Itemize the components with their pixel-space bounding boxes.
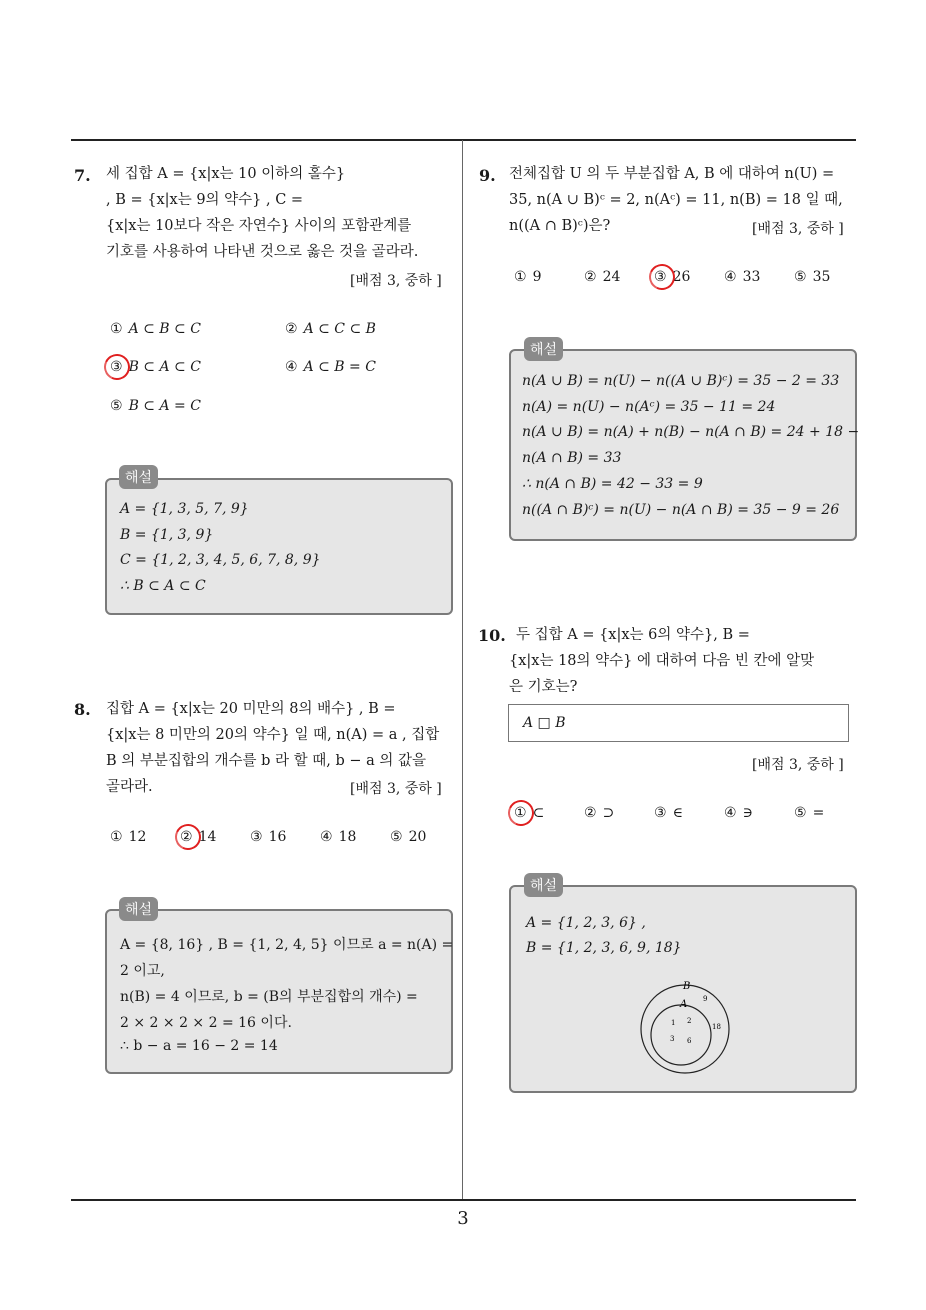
- venn-inner-circle: [651, 1005, 711, 1065]
- question-number: 9.: [479, 166, 496, 185]
- choice-2[interactable]: ② ⊃: [584, 805, 615, 821]
- bottom-rule: [71, 1199, 856, 1201]
- fill-in-expression: A □ B: [523, 715, 566, 731]
- column-divider: [462, 140, 463, 1200]
- score-label: [배점 3, 중하 ]: [752, 221, 844, 237]
- answer-circle-mark: [171, 820, 204, 853]
- choice-4[interactable]: ④ 18: [320, 829, 357, 845]
- choice-1[interactable]: ① A ⊂ B ⊂ C: [110, 321, 201, 337]
- score-label: [배점 3, 중하 ]: [752, 757, 844, 773]
- question-line: 은 기호는?: [509, 679, 578, 695]
- choice-4[interactable]: ④ 33: [724, 269, 761, 285]
- choice-3[interactable]: ③ 16: [250, 829, 287, 845]
- question-number: 8.: [74, 700, 91, 719]
- question-text: [509, 622, 859, 700]
- solution-line: A = {1, 2, 3, 6} ,: [526, 915, 646, 931]
- question-line: 전체집합 U 의 두 부분집합 A, B 에 대하여 n(U) =: [509, 166, 835, 182]
- question-line: 집합 A = {x|x는 20 미만의 8의 배수} , B =: [106, 701, 396, 717]
- solution-line: C = {1, 2, 3, 4, 5, 6, 7, 8, 9}: [120, 552, 321, 568]
- solution-line: n(A ∪ B) = n(A) + n(B) − n(A ∩ B) = 24 + 18 −: [522, 424, 860, 440]
- solution-tag: 해설: [119, 465, 158, 489]
- choice-2[interactable]: ② 14: [180, 829, 217, 845]
- venn-value: 2: [687, 1017, 692, 1025]
- solution-line: A = {8, 16} , B = {1, 2, 4, 5} 이므로 a = n(A) =: [120, 937, 454, 953]
- question-text: [106, 161, 454, 265]
- choice-3[interactable]: ③ ∈: [654, 805, 683, 821]
- choice-4[interactable]: ④ ∋: [724, 805, 753, 821]
- choice-2[interactable]: ② A ⊂ C ⊂ B: [285, 321, 376, 337]
- answer-circle-mark: [504, 796, 537, 829]
- solution-line: n((A ∩ B)ᶜ) = n(U) − n(A ∩ B) = 35 − 9 = 26: [522, 502, 840, 518]
- solution-box: [509, 885, 857, 1093]
- solution-line: 2 × 2 × 2 × 2 = 16 이다.: [120, 1015, 292, 1031]
- solution-line: n(A) = n(U) − n(Aᶜ) = 35 − 11 = 24: [522, 399, 776, 415]
- solution-box: [509, 349, 860, 541]
- venn-value: 9: [703, 995, 708, 1003]
- solution-tag: 해설: [119, 897, 158, 921]
- venn-value: 3: [670, 1035, 675, 1043]
- score-label: [배점 3, 중하 ]: [350, 781, 442, 797]
- question-number: 10.: [478, 626, 506, 645]
- venn-value: 6: [687, 1037, 692, 1045]
- venn-diagram: [637, 977, 737, 1077]
- question-line: {x|x는 8 미만의 20의 약수} 일 때, n(A) = a , 집합: [106, 727, 440, 743]
- question-number: 7.: [74, 166, 91, 185]
- solution-line: ∴ n(A ∩ B) = 42 − 33 = 9: [522, 476, 703, 492]
- solution-line: 2 이고,: [120, 963, 165, 979]
- choice-1[interactable]: ① 12: [110, 829, 147, 845]
- solution-line: ∴ B ⊂ A ⊂ C: [120, 578, 206, 594]
- fill-in-box: [508, 704, 849, 742]
- choice-1[interactable]: ① 9: [514, 269, 542, 285]
- question-line: 세 집합 A = {x|x는 10 이하의 홀수}: [106, 166, 346, 182]
- question-line: {x|x는 18의 약수} 에 대하여 다음 빈 칸에 알맞: [509, 653, 815, 669]
- solution-line: n(B) = 4 이므로, b = (B의 부분집합의 개수) =: [120, 989, 418, 1005]
- solution-tag: 해설: [524, 873, 563, 897]
- answer-circle-mark: [100, 350, 133, 383]
- solution-box: [105, 478, 453, 615]
- venn-value: 18: [712, 1023, 721, 1031]
- venn-value: 1: [671, 1019, 676, 1027]
- question-line: 기호를 사용하여 나타낸 것으로 옳은 것을 골라라.: [106, 244, 419, 260]
- solution-line: ∴ b − a = 16 − 2 = 14: [120, 1038, 278, 1054]
- question-line: , B = {x|x는 9의 약수} , C =: [106, 192, 304, 208]
- top-rule: [71, 139, 856, 141]
- choice-4[interactable]: ④ A ⊂ B = C: [285, 359, 376, 375]
- venn-outer-label: B: [683, 981, 691, 992]
- venn-inner-label: A: [680, 999, 688, 1010]
- solution-line: B = {1, 3, 9}: [120, 527, 214, 543]
- question-line: n((A ∩ B)ᶜ)은?: [509, 218, 611, 234]
- question-line: 골라라.: [106, 779, 153, 795]
- question-line: {x|x는 10보다 작은 자연수} 사이의 포함관계를: [106, 218, 412, 234]
- question-line: 두 집합 A = {x|x는 6의 약수}, B =: [516, 627, 750, 643]
- question-line: B 의 부분집합의 개수를 b 라 할 때, b − a 의 값을: [106, 753, 427, 769]
- page-number: 3: [457, 1208, 469, 1229]
- choice-3[interactable]: ③ B ⊂ A ⊂ C: [110, 359, 201, 375]
- question-line: 35, n(A ∪ B)ᶜ = 2, n(Aᶜ) = 11, n(B) = 18 일 때,: [509, 192, 843, 208]
- choice-2[interactable]: ② 24: [584, 269, 621, 285]
- solution-line: B = {1, 2, 3, 6, 9, 18}: [526, 940, 682, 956]
- choice-3[interactable]: ③ 26: [654, 269, 691, 285]
- choice-5[interactable]: ⑤ 20: [390, 829, 427, 845]
- solution-line: n(A ∩ B) = 33: [522, 450, 622, 466]
- solution-line: A = {1, 3, 5, 7, 9}: [120, 501, 249, 517]
- choice-5[interactable]: ⑤ 35: [794, 269, 831, 285]
- answer-circle-mark: [645, 260, 678, 293]
- score-label: [배점 3, 중하 ]: [350, 273, 442, 289]
- choice-5[interactable]: ⑤ B ⊂ A = C: [110, 398, 201, 414]
- solution-box: [105, 909, 453, 1074]
- solution-tag: 해설: [524, 337, 563, 361]
- choice-1[interactable]: ① ⊂: [514, 805, 545, 821]
- choice-5[interactable]: ⑤ =: [794, 805, 825, 821]
- solution-line: n(A ∪ B) = n(U) − n((A ∪ B)ᶜ) = 35 − 2 = 33: [522, 373, 840, 389]
